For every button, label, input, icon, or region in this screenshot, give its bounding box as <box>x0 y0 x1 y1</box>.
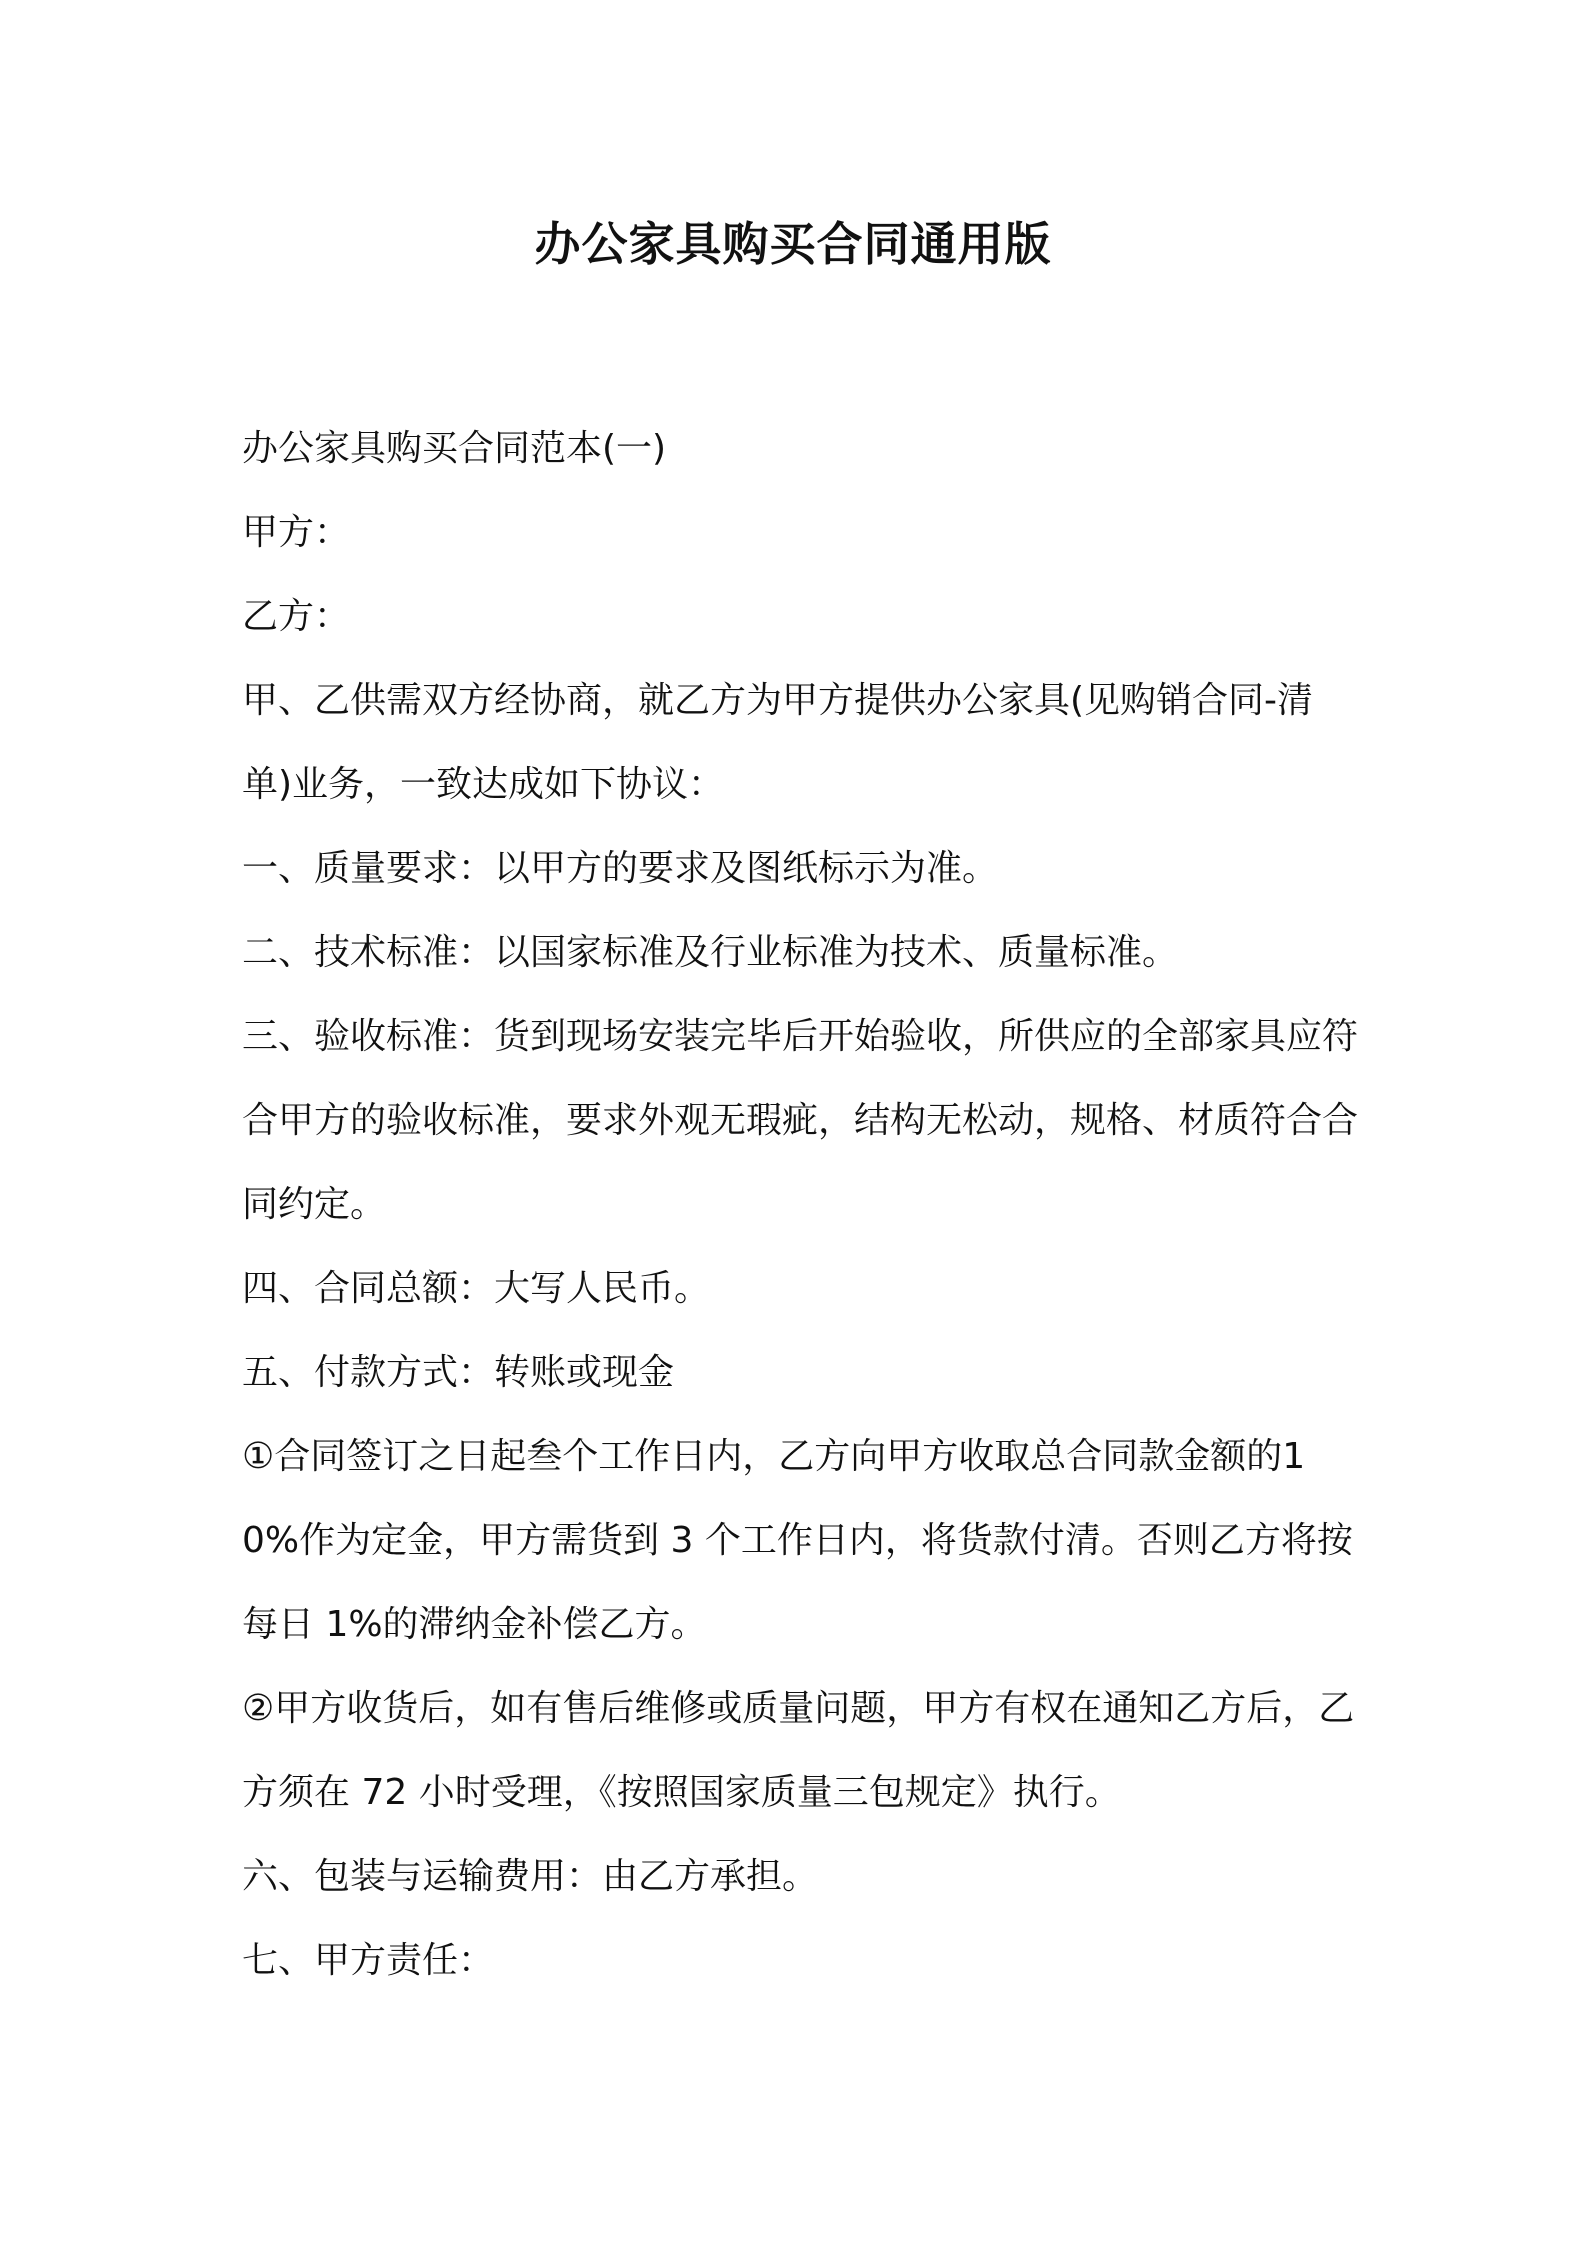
party-a-field: 甲方： <box>242 512 351 553</box>
party-b-field: 乙方： <box>242 596 351 637</box>
clause-party-a-responsibility: 七、甲方责任： <box>242 1940 495 1981</box>
document-title: 办公家具购买合同通用版 <box>534 217 1052 271</box>
payment-term-1: ①合同签订之日起叁个工作日内，乙方向甲方收取总合同款金额的10%作为定金，甲方需货到 3 个工作日内，将货款付清。否则乙方将按每日 1%的滞纳金补偿乙方。 <box>242 1436 1353 1645</box>
clause-contract-total: 四、合同总额：大写人民币。 <box>242 1268 711 1309</box>
preamble-paragraph: 甲、乙供需双方经协商，就乙方为甲方提供办公家具(见购销合同-清单)业务，一致达成如下协议： <box>242 680 1314 805</box>
clause-quality-requirement: 一、质量要求：以甲方的要求及图纸标示为准。 <box>242 848 999 889</box>
clause-technical-standard: 二、技术标准：以国家标准及行业标准为技术、质量标准。 <box>242 932 1179 973</box>
clause-payment-method: 五、付款方式：转账或现金 <box>242 1352 675 1393</box>
clause-acceptance-standard: 三、验收标准：货到现场安装完毕后开始验收，所供应的全部家具应符合甲方的验收标准，要求外观无瑕疵，结构无松动，规格、材质符合合同约定。 <box>242 1016 1359 1225</box>
payment-term-2: ②甲方收货后，如有售后维修或质量问题，甲方有权在通知乙方后，乙方须在 72 小时受理，《按照国家质量三包规定》执行。 <box>242 1688 1355 1813</box>
clause-packaging-transport: 六、包装与运输费用：由乙方承担。 <box>242 1856 819 1897</box>
document-body <box>242 407 1362 2003</box>
section-heading: 办公家具购买合同范本(一) <box>242 428 667 469</box>
